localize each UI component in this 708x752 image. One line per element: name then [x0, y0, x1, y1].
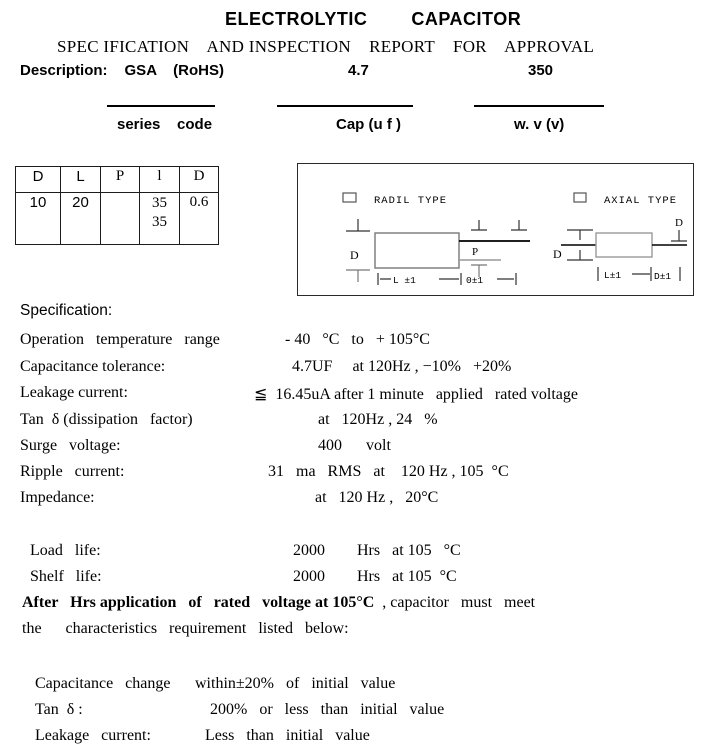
spec-value-leakage: ≦ 16.45uA after 1 minute applied rated voltage — [254, 386, 578, 403]
axial-lead-d-label: D — [675, 217, 683, 229]
cap-value: 4.7 — [348, 62, 369, 79]
capacitor-diagram — [298, 164, 692, 294]
axial-lead-d-tick — [671, 230, 687, 241]
col-header-D: D — [16, 167, 61, 193]
axial-type-drawing — [553, 193, 687, 282]
cell-D: 10 — [16, 193, 61, 245]
cell-D2: 0.6 — [180, 193, 219, 245]
axial-body — [596, 233, 652, 257]
spec-value-temperature: - 40 °C to + 105°C — [285, 331, 430, 348]
life-value-load: 2000 Hrs at 105 °C — [293, 542, 461, 559]
spec-label-ripple: Ripple current: — [20, 463, 125, 480]
series-caption: series code — [117, 116, 213, 133]
dimension-table — [15, 166, 219, 245]
description-label: Description: — [20, 62, 108, 79]
after-test-bold-part: After Hrs application of rated voltage at 105°C — [22, 594, 375, 611]
doc-title: ELECTROLYTIC CAPACITOR — [225, 9, 522, 29]
radial-lead-tick-1 — [471, 220, 487, 230]
specification-section-title: Specification: — [20, 302, 113, 319]
cell-P — [101, 193, 140, 245]
life-label-load: Load life: — [30, 542, 101, 559]
post-label-cap-change: Capacitance change — [35, 675, 171, 692]
radial-d-label: D — [350, 248, 359, 262]
post-value-cap-change: within±20% of initial value — [195, 675, 396, 692]
spec-label-tolerance: Capacitance tolerance: — [20, 358, 166, 375]
dimension-table-header-row — [16, 167, 219, 193]
col-header-l: l — [140, 167, 180, 193]
cell-l-line1: 35 — [152, 195, 167, 211]
spec-label-surge: Surge voltage: — [20, 437, 121, 454]
dimension-table-data-row — [16, 193, 219, 245]
cell-l-line2: 35 — [152, 214, 167, 230]
col-header-D2: D — [180, 167, 219, 193]
spec-label-tan-delta: Tan δ (dissipation factor) — [20, 411, 193, 428]
series-value: GSA (RoHS) — [124, 62, 224, 79]
cell-l — [140, 193, 180, 245]
post-value-tan-delta: 200% or less than initial value — [210, 701, 445, 718]
spec-value-impedance: at 120 Hz , 20°C — [315, 489, 439, 506]
wv-value: 350 — [528, 62, 554, 79]
radial-body — [375, 233, 459, 268]
post-label-tan-delta: Tan δ : — [35, 701, 83, 718]
spec-value-tan-delta: at 120Hz , 24 % — [318, 411, 438, 428]
post-value-leakage: Less than initial value — [205, 727, 370, 744]
capacitor-diagram-box — [297, 163, 694, 296]
radial-lead-dim-label: 0±1 — [466, 275, 484, 286]
col-header-P: P — [101, 167, 140, 193]
doc-subtitle: SPEC IFICATION AND INSPECTION REPORT FOR APPROVAL — [57, 37, 595, 56]
wv-underline — [474, 105, 604, 107]
spec-value-surge: 400 volt — [318, 437, 391, 454]
axial-title: AXIAL TYPE — [604, 195, 678, 207]
series-underline — [107, 105, 215, 107]
after-test-paragraph-line2: the characteristics requirement listed below: — [22, 620, 349, 637]
radial-p-label: P — [472, 246, 479, 258]
spec-label-impedance: Impedance: — [20, 489, 95, 506]
spec-value-tolerance: 4.7UF at 120Hz , −10% +20% — [292, 358, 512, 375]
radial-d-top-tick — [346, 219, 370, 231]
life-value-shelf: 2000 Hrs at 105 °C — [293, 568, 457, 585]
radial-type-drawing — [343, 193, 530, 286]
life-label-shelf: Shelf life: — [30, 568, 102, 585]
radial-checkbox-icon — [343, 193, 356, 202]
cap-caption: Cap (u f ) — [336, 116, 401, 133]
description-label-and-series — [20, 62, 224, 79]
cell-L: 20 — [61, 193, 101, 245]
wv-caption: w. v (v) — [514, 116, 565, 133]
after-test-regular-part: , capacitor must meet — [374, 594, 536, 611]
axial-checkbox-icon — [574, 193, 586, 202]
radial-title: RADIL TYPE — [374, 195, 448, 207]
radial-lead-tick-2 — [511, 220, 527, 230]
axial-d-label: D — [553, 247, 562, 261]
col-header-L: L — [61, 167, 101, 193]
radial-length-dim-label: L ±1 — [393, 275, 416, 286]
spec-label-temperature: Operation temperature range — [20, 331, 220, 348]
axial-lead-dim-label: D±1 — [654, 271, 672, 282]
after-test-paragraph-line1 — [22, 594, 535, 612]
cap-underline — [277, 105, 413, 107]
spec-value-ripple: 31 ma RMS at 120 Hz , 105 °C — [268, 463, 509, 480]
post-label-leakage: Leakage current: — [35, 727, 151, 744]
axial-length-dim-label: L±1 — [604, 270, 622, 281]
spec-label-leakage: Leakage current: — [20, 384, 128, 401]
radial-d-bottom-tick — [346, 270, 370, 282]
